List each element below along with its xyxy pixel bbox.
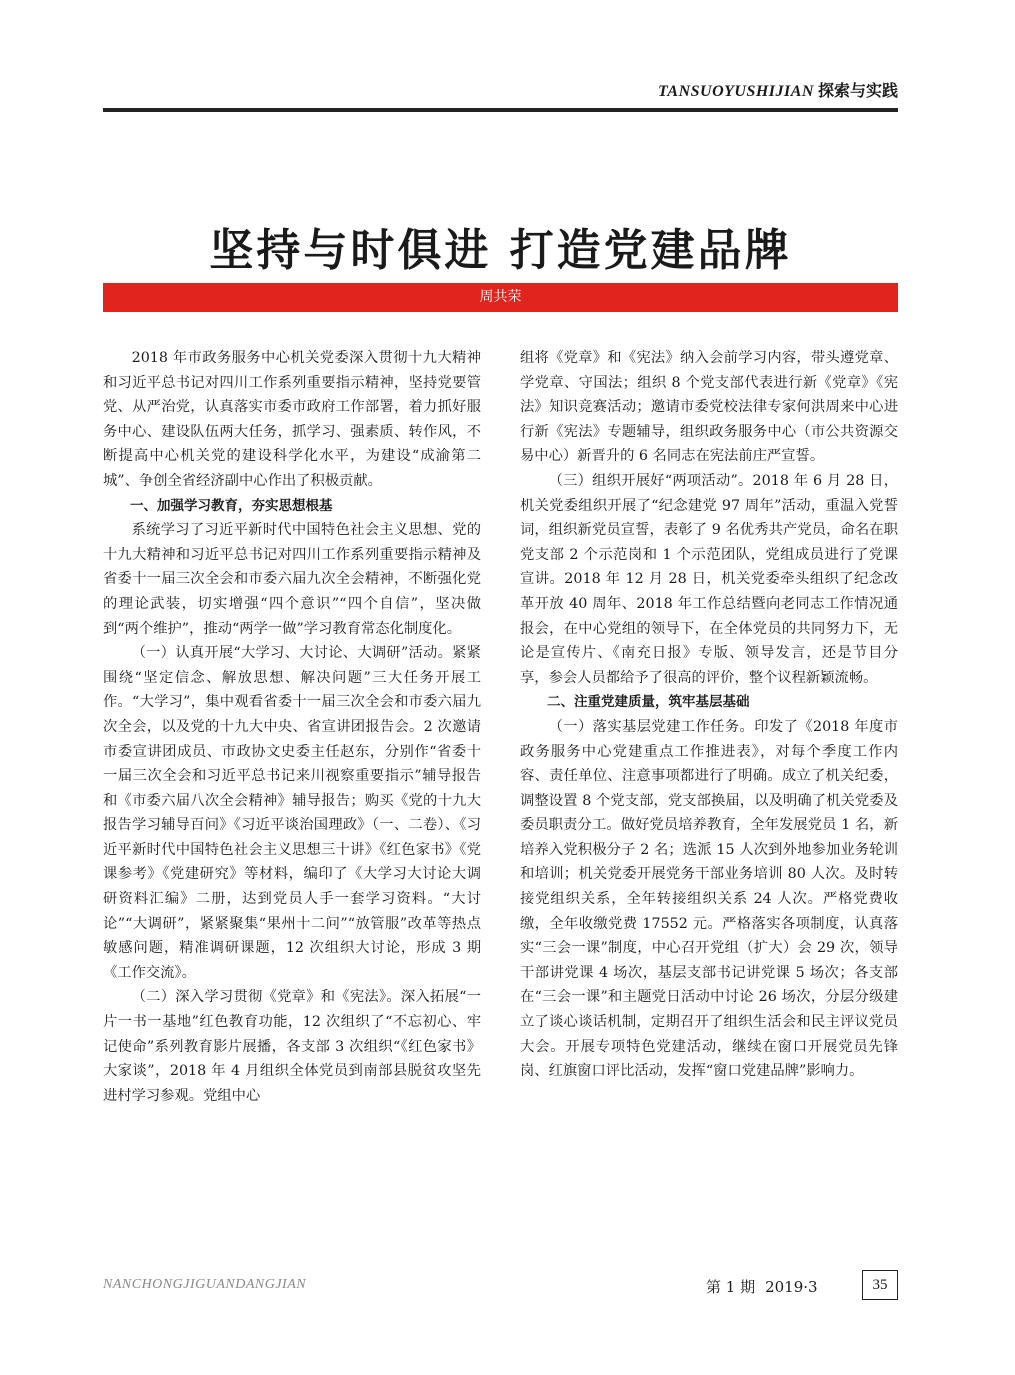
article-title: 坚持与时俱进 打造党建品牌 [209, 225, 792, 276]
paragraph: 2018 年市政务服务中心机关党委深入贯彻十九大精神和习近平总书记对四川工作系列重要指示精神，坚持党要管党、从严治党，认真落实市委市政府工作部署，着力抓好服务中心、建设队伍两大任务，抓学习、强素质、转作风，不断提高中心机关党的建设科学化水平，为建设“成渝第二城”、争创全省经济副中心作出了积极贡献。 [103, 350, 481, 489]
issue-number: 第 1 期 [706, 1278, 756, 1296]
header-rule [103, 108, 898, 112]
running-header [103, 78, 898, 106]
author-bar [103, 283, 898, 312]
paragraph: （一）落实基层党建工作任务。印发了《2018 年度市政务服务中心党建重点工作推进表》，对每个季度工作内容、责任单位、注意事项都进行了明确。成立了机关纪委，调整设置 8 个党支部，党支部换届，以及明确了机关党委及委员职责分工。做好党员培养教育，全年发展党员 1 名，新培养入党积极分子 2 名；选派 15 人次到外地参加业务轮训和培训；机关党委开展党务干部业务培训 80 人次。及时转接党组织关系，全年转接组织关系 24 人次。严格党费收缴，全年收缴党费 17552 元。严格落实各项制度，认真落实“三会一课”制度，中心召开党组（扩大）会 29 次，领导干部讲党课 4 场次，基层支部书记讲党课 5 场次；各支部在“三会一课”和主题党日活动中讨论 26 场次，分层分级建立了谈心谈话机制，定期召开了组织生活会和民主评议党员大会。开展专项特色党建活动，继续在窗口开展党员先锋岗、红旗窗口评比活动，发挥“窗口党建品牌”影响力。 [520, 718, 898, 1080]
left-column [103, 346, 481, 1108]
section-heading: 一、加强学习教育，夯实思想根基 [130, 497, 333, 514]
running-header-en: TANSUOYUSHIJIAN [658, 83, 814, 100]
issue-date: 2019·3 [765, 1278, 818, 1296]
author-name: 周共荣 [479, 289, 522, 305]
paragraph: （二）深入学习贯彻《党章》和《宪法》。深入拓展“一片一书一基地”红色教育功能，12 次组织了“不忘初心、牢记使命”系列教育影片展播，各支部 3 次组织“《红色家书》大家谈”，2018 年 4 月组织全体党员到南部县脱贫攻坚先进村学习参观。党组中心 [103, 989, 481, 1104]
right-column [520, 346, 898, 1084]
footer-journal-name: NANCHONGJIGUANDANGJIAN [103, 1277, 307, 1292]
footer-issue [706, 1276, 828, 1297]
paragraph: （一）认真开展“大学习、大讨论、大调研”活动。紧紧围绕“坚定信念、解放思想、解决问题”三大任务开展工作。“大学习”，集中观看省委十一届三次全会和市委六届九次全会，以及党的十九大中央、省宣讲团报告会。2 次邀请市委宣讲团成员、市政协文史委主任赵东，分别作“省委十一届三次全会和习近平总书记来川视察重要指示”辅导报告和《市委六届八次全会精神》辅导报告；购买《党的十九大报告学习辅导百问》《习近平谈治国理政》（一、二卷）、《习近平新时代中国特色社会主义思想三十讲》《红色家书》《党课参考》《党建研究》等材料，编印了《大学习大讨论大调研资料汇编》二册，达到党员人手一套学习资料。“大讨论”“大调研”，紧紧聚集“果州十二问”“放管服”改革等热点敏感问题，精准调研课题，12 次组织大讨论，形成 3 期《工作交流》。 [103, 645, 481, 981]
page-number: 35 [862, 1270, 898, 1300]
paragraph: 组将《党章》和《宪法》纳入会前学习内容，带头遵党章、学党章、守国法；组织 8 个党支部代表进行新《党章》《宪法》知识竞赛活动；邀请市委党校法律专家何洪周来中心进行新《宪法》专题辅导，组织政务服务中心（市公共资源交易中心）新晋升的 6 名同志在宪法前庄严宣誓。 [520, 350, 898, 465]
running-header-cn: 探索与实践 [817, 81, 898, 100]
paragraph: （三）组织开展好“两项活动”。2018 年 6 月 28 日，机关党委组织开展了“纪念建党 97 周年”活动，重温入党誓词，组织新党员宣誓，表彰了 9 名优秀共产党员，命名在职党支部 2 个示范岗和 1 个示范团队，党组成员进行了党课宣讲。2018 年 12 月 28 日，机关党委牵头组织了纪念改革开放 40 周年、2018 年工作总结暨向老同志工作情况通报会，在中心党组的领导下，在全体党员的共同努力下，无论是宣传片、《南充日报》专版、领导发言，还是节目分享，参会人员都给予了很高的评价，整个议程新颖流畅。 [520, 472, 898, 686]
section-heading: 二、注重党建质量，筑牢基层基础 [547, 694, 750, 711]
paragraph: 系统学习了习近平新时代中国特色社会主义思想、党的十九大精神和习近平总书记对四川工作系列重要指示精神及省委十一届三次全会和市委六届九次全会精神，不断强化党的理论武装，切实增强“四个意识”“四个自信”，坚决做到“两个维护”，推动“两学一做”学习教育常态化制度化。 [103, 522, 481, 637]
